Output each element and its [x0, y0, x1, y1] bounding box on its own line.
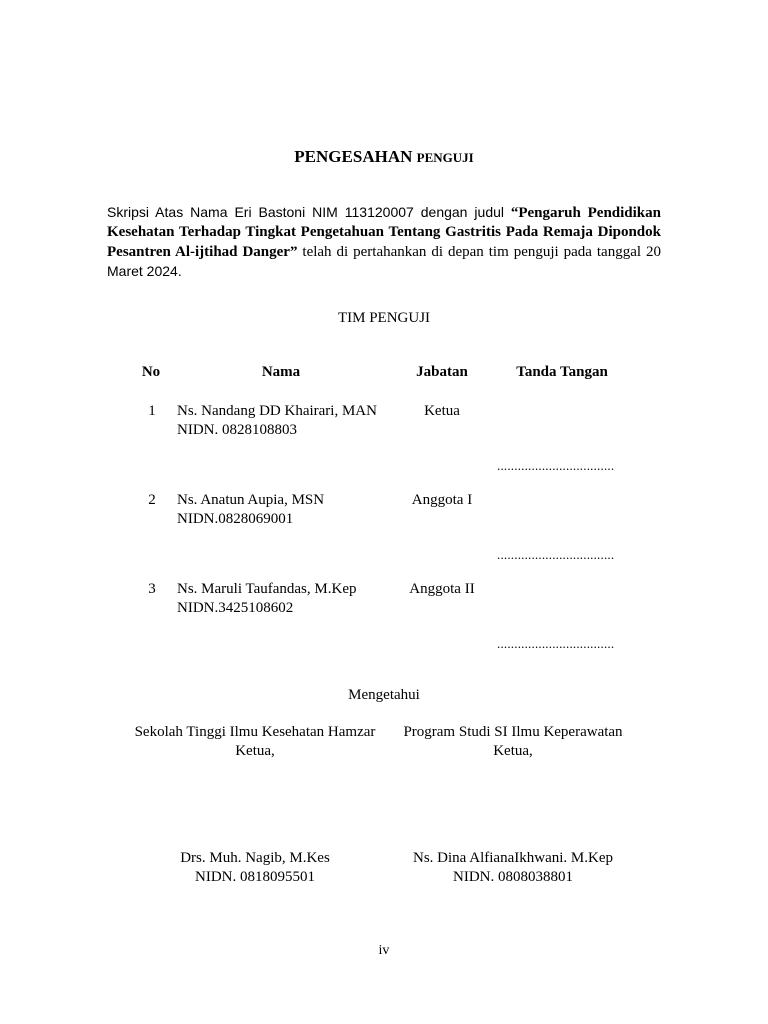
- intro-lead: Skripsi Atas Nama Eri Bastoni NIM 113120007 dengan judul: [107, 204, 504, 220]
- row-3-no: 3: [148, 581, 156, 597]
- row-2-nidn: NIDN.0828069001: [177, 511, 294, 527]
- signatory-left-nidn: NIDN. 0818095501: [195, 869, 315, 885]
- intro-paragraph: [107, 203, 661, 283]
- title-sub: PENGUJI: [416, 150, 474, 165]
- signatory-right-header: [383, 723, 643, 761]
- header-jabatan: Jabatan: [416, 364, 468, 380]
- signatory-left-header: [115, 723, 395, 761]
- row-2-nama-block: [177, 491, 397, 529]
- intro-date-tail: Maret 2024.: [107, 263, 182, 280]
- acknowledgement-heading: Mengetahui: [348, 687, 420, 703]
- signatory-right-name: Ns. Dina AlfianaIkhwani. M.Kep: [413, 850, 613, 866]
- row-3-nama: Ns. Maruli Taufandas, M.Kep: [177, 581, 357, 597]
- signatory-right-institution: Program Studi SI Ilmu Keperawatan: [403, 724, 623, 740]
- title-main: PENGESAHAN: [294, 147, 413, 166]
- intro-tail: telah di pertahankan di depan tim penguji pada tanggal 20: [302, 243, 661, 260]
- signatory-right-nidn: NIDN. 0808038801: [453, 869, 573, 885]
- page-number: iv: [378, 943, 390, 958]
- signatory-right-footer: [383, 849, 643, 887]
- signatory-left-footer: [115, 849, 395, 887]
- signatory-right-role: Ketua,: [493, 743, 533, 759]
- row-3-nama-block: [177, 580, 397, 618]
- header-tanda-tangan: Tanda Tangan: [516, 364, 608, 380]
- page-title: [0, 147, 768, 167]
- signatory-left-institution: Sekolah Tinggi Ilmu Kesehatan Hamzar: [134, 724, 376, 740]
- header-no: No: [141, 364, 161, 380]
- signatory-left-name: Drs. Muh. Nagib, M.Kes: [180, 850, 330, 866]
- row-1-no: 1: [148, 403, 156, 419]
- examiner-team-heading: TIM PENGUJI: [337, 310, 431, 326]
- thesis-title: “Pengaruh Pendidikan Kesehatan Terhadap Tingkat Pengetahuan Tentang Gastritis Pada Remaja Dipondok Pesantren Al-ijtihad Danger”: [107, 205, 661, 260]
- row-3-nidn: NIDN.3425108602: [177, 600, 294, 616]
- signatory-left-role: Ketua,: [235, 743, 275, 759]
- row-3-jabatan: Anggota II: [409, 581, 475, 597]
- row-3-signature-line: ..................................: [497, 636, 615, 651]
- row-2-signature-line: ..................................: [497, 547, 615, 562]
- row-2-nama: Ns. Anatun Aupia, MSN: [177, 492, 325, 508]
- row-1-nama: Ns. Nandang DD Khairari, MAN: [177, 403, 377, 419]
- row-1-jabatan: Ketua: [424, 403, 460, 419]
- row-1-nidn: NIDN. 0828108803: [177, 422, 297, 438]
- row-2-jabatan: Anggota I: [411, 492, 473, 508]
- row-2-no: 2: [148, 492, 156, 508]
- row-1-nama-block: [177, 402, 397, 440]
- row-1-signature-line: ..................................: [497, 458, 615, 473]
- header-nama: Nama: [261, 364, 301, 380]
